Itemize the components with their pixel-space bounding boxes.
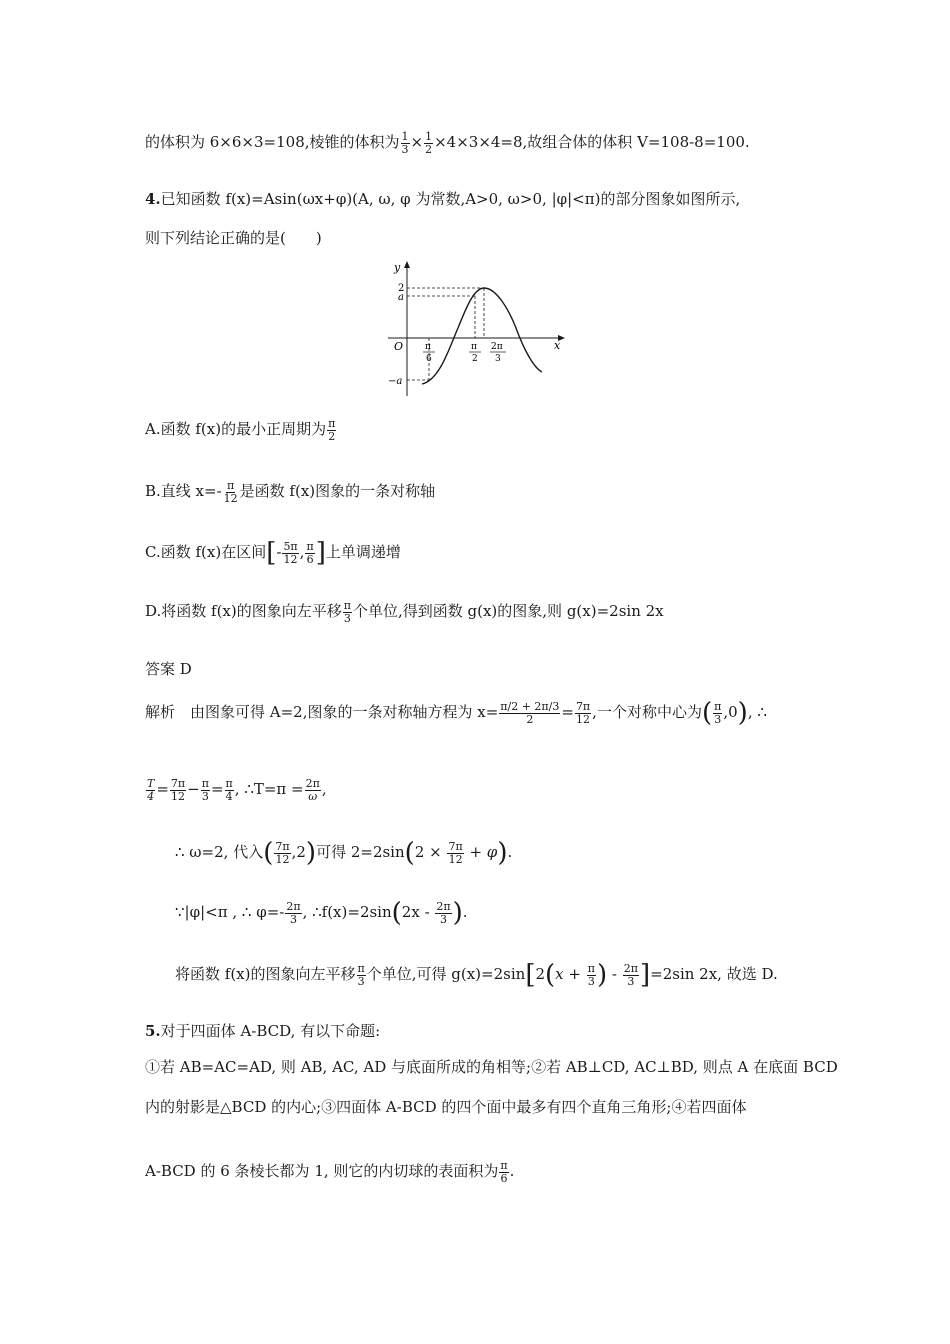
frac-den: 2 bbox=[328, 429, 336, 443]
origin-label: O bbox=[394, 340, 404, 353]
frac-den: 3 bbox=[587, 974, 595, 988]
frac-den: 12 bbox=[223, 491, 238, 505]
top-text-suffix: ×4×3×4=8,故组合体的体积 V=108-8=100. bbox=[434, 133, 750, 152]
frac-den: ω bbox=[308, 789, 318, 803]
frac-num: π bbox=[500, 1159, 508, 1172]
frac-den: 4 bbox=[147, 789, 155, 803]
center-tail: ,0 bbox=[723, 703, 738, 721]
right-paren: ) bbox=[452, 898, 463, 928]
two-pi-over-omega bbox=[305, 778, 321, 802]
x-tick-pi2-num: π bbox=[471, 342, 477, 352]
frac-num: 2π bbox=[286, 899, 301, 913]
answer: 答案 D bbox=[145, 660, 192, 678]
q4-stem-line1 bbox=[145, 190, 740, 208]
frac-den: 2 bbox=[425, 142, 433, 156]
pi-over-6 bbox=[499, 1160, 508, 1184]
option-a-text: A.函数 f(x)的最小正周期为 bbox=[145, 420, 327, 439]
option-c-minus: - bbox=[276, 543, 282, 561]
period: . bbox=[509, 1162, 515, 1181]
frac-den: 12 bbox=[275, 852, 290, 866]
explain-l5-coef: 2 bbox=[535, 965, 546, 983]
frac-den: 3 bbox=[357, 974, 365, 988]
right-paren: ) bbox=[497, 838, 508, 868]
right-paren: ) bbox=[305, 838, 317, 868]
point-tail: ,2 bbox=[291, 843, 306, 861]
y-tick-neg-a: −a bbox=[388, 376, 403, 387]
frac-den: 3 bbox=[714, 712, 722, 726]
frac-num: π/2 + 2π/3 bbox=[500, 699, 560, 713]
explain-line-2 bbox=[145, 778, 327, 802]
explain-l4-mid: , ∴f(x)=2sin bbox=[302, 903, 392, 921]
frac-num: 7π bbox=[575, 699, 591, 713]
explain-l4-inner: 2x - bbox=[401, 903, 435, 921]
frac-num: 2π bbox=[623, 961, 638, 975]
frac-num: π bbox=[714, 699, 722, 713]
period: . bbox=[507, 843, 513, 861]
explain-l2-tail: , ∴T=π = bbox=[234, 780, 304, 799]
right-bracket: ] bbox=[315, 538, 326, 568]
option-d bbox=[145, 600, 664, 624]
top-volume-line bbox=[145, 131, 750, 155]
option-c bbox=[145, 540, 401, 566]
explain-line-3 bbox=[175, 840, 512, 866]
explain-l5-x: x + bbox=[555, 965, 586, 983]
inner-fraction bbox=[435, 901, 451, 925]
x-tick-2pi3-den: 3 bbox=[495, 354, 501, 364]
frac-den: 4 bbox=[225, 789, 233, 803]
right-bracket: ] bbox=[639, 960, 651, 990]
explain-l1-prefix: 解析 由图象可得 A=2,图象的一条对称轴方程为 x= bbox=[145, 703, 499, 721]
y-axis-arrow bbox=[404, 261, 410, 268]
option-d-suffix: 个单位,得到函数 g(x)的图象,则 g(x)=2sin 2x bbox=[352, 602, 664, 621]
frac-num: 7π bbox=[448, 839, 463, 853]
frac-num: 5π bbox=[283, 539, 298, 553]
frac-den: 3 bbox=[289, 912, 297, 926]
frac-num: 1 bbox=[425, 130, 433, 143]
y-tick-a: a bbox=[398, 292, 404, 303]
q5-line-4 bbox=[145, 1160, 514, 1184]
sine-curve bbox=[422, 288, 542, 384]
x-axis-label: x bbox=[554, 339, 561, 352]
option-b-fraction bbox=[223, 480, 239, 504]
fraction-one-half bbox=[424, 131, 433, 155]
point-fraction bbox=[274, 841, 290, 865]
frac-num: T bbox=[147, 777, 155, 790]
frac-num: π bbox=[587, 961, 595, 975]
explain-l3-inner-tail: + φ bbox=[464, 843, 498, 861]
frac-num: 7π bbox=[170, 777, 186, 790]
option-a bbox=[145, 418, 337, 442]
explain-l3-inner: 2 × bbox=[414, 843, 447, 861]
frac-den: 3 bbox=[343, 611, 351, 625]
option-b bbox=[145, 480, 435, 504]
inner-fraction bbox=[447, 841, 463, 865]
x-tick-pi2-den: 2 bbox=[472, 354, 478, 364]
left-bracket: [ bbox=[266, 538, 277, 568]
q5-line4-prefix: A-BCD 的 6 条棱长都为 1, 则它的内切球的表面积为 bbox=[145, 1162, 499, 1181]
explain-l4-prefix: ∵|φ|<π , ∴ φ=- bbox=[175, 903, 285, 921]
explain-line-1 bbox=[145, 700, 767, 726]
inner-fraction bbox=[587, 963, 596, 987]
option-c-fraction-2 bbox=[305, 541, 314, 565]
left-paren: ( bbox=[404, 838, 415, 868]
equals: = bbox=[210, 780, 224, 799]
option-d-prefix: D.将函数 f(x)的图象向左平移 bbox=[145, 602, 342, 621]
q5-stem-text: 对于四面体 A-BCD, 有以下命题: bbox=[160, 1022, 381, 1040]
explain-l5-prefix: 将函数 f(x)的图象向左平移 bbox=[175, 965, 356, 983]
option-b-prefix: B.直线 x=- bbox=[145, 482, 222, 501]
right-paren: ) bbox=[596, 960, 608, 990]
q5-line-3: 内的射影是△BCD 的内心;③四面体 A-BCD 的四个面中最多有四个直角三角形;④若四面体 bbox=[145, 1098, 747, 1116]
q4-number: 4. bbox=[145, 190, 161, 208]
left-paren: ( bbox=[545, 960, 556, 990]
frac-num: 2π bbox=[305, 777, 320, 790]
frac-num: π bbox=[225, 777, 233, 790]
y-tick-2: 2 bbox=[398, 283, 405, 294]
x-tick-pi6-num: π bbox=[425, 342, 431, 352]
dashed-guides bbox=[407, 288, 484, 380]
frac-den: 6 bbox=[500, 1171, 508, 1185]
explain-line-4 bbox=[175, 900, 468, 926]
option-b-suffix: 是函数 f(x)图象的一条对称轴 bbox=[239, 482, 436, 501]
option-c-fraction-1 bbox=[282, 541, 298, 565]
q5-line-2: ①若 AB=AC=AD, 则 AB, AC, AD 与底面所成的角相等;②若 AB⊥CD, AC⊥BD, 则点 A 在底面 BCD bbox=[145, 1058, 838, 1076]
q4-stem-line2: 则下列结论正确的是( ) bbox=[145, 229, 322, 247]
frac-num: π bbox=[357, 961, 365, 975]
explain-l5-end: =2sin 2x, 故选 D. bbox=[650, 965, 778, 983]
y-axis-label: y bbox=[394, 261, 401, 274]
explain-l3-prefix: ∴ ω=2, 代入 bbox=[175, 843, 264, 861]
pi-over-3 bbox=[201, 778, 210, 802]
axis-fraction bbox=[499, 701, 560, 725]
option-c-prefix: C.函数 f(x)在区间 bbox=[145, 543, 267, 561]
times-sign: × bbox=[410, 133, 424, 152]
t-over-4 bbox=[146, 778, 155, 802]
frac-den: 3 bbox=[440, 912, 448, 926]
minus: − bbox=[187, 780, 200, 799]
explain-l1-mid: ,一个对称中心为 bbox=[592, 703, 702, 721]
q5-stem bbox=[145, 1022, 380, 1040]
explain-l5-mid: 个单位,可得 g(x)=2sin bbox=[366, 965, 526, 983]
center-fraction bbox=[713, 701, 722, 725]
left-paren: ( bbox=[391, 898, 402, 928]
frac-num: π bbox=[343, 599, 351, 612]
frac-num: 2π bbox=[436, 899, 451, 913]
seven-pi-twelve-2 bbox=[170, 778, 186, 802]
frac-num: π bbox=[201, 777, 209, 790]
option-c-comma: , bbox=[299, 543, 305, 561]
seven-pi-twelve bbox=[575, 701, 591, 725]
phi-fraction bbox=[285, 901, 301, 925]
pi-over-4 bbox=[225, 778, 234, 802]
left-paren: ( bbox=[701, 698, 713, 728]
fraction-one-third bbox=[401, 131, 410, 155]
left-bracket: [ bbox=[525, 960, 536, 990]
option-c-suffix: 上单调递增 bbox=[325, 543, 401, 561]
frac-den: 3 bbox=[627, 974, 635, 988]
explain-l1-end: , ∴ bbox=[747, 703, 767, 721]
top-text-prefix: 的体积为 6×6×3=108,棱锥的体积为 bbox=[145, 133, 400, 152]
shift-fraction bbox=[357, 963, 366, 987]
q5-number: 5. bbox=[145, 1022, 161, 1040]
explain-line-5 bbox=[175, 962, 778, 988]
frac-num: π bbox=[306, 539, 314, 553]
option-d-fraction bbox=[343, 600, 352, 624]
option-a-fraction bbox=[327, 418, 336, 442]
equals: = bbox=[561, 703, 574, 721]
frac-num: π bbox=[227, 479, 235, 492]
frac-den: 12 bbox=[576, 712, 591, 726]
left-paren: ( bbox=[263, 838, 274, 868]
frac-num: 7π bbox=[275, 839, 290, 853]
x-tick-2pi3-num: 2π bbox=[491, 342, 503, 352]
right-paren: ) bbox=[737, 698, 748, 728]
explain-l3-mid: 可得 2=2sin bbox=[316, 843, 405, 861]
frac-den: 6 bbox=[306, 552, 314, 566]
period: . bbox=[462, 903, 468, 921]
explain-l2-end: , bbox=[321, 780, 327, 799]
frac-den: 2 bbox=[526, 712, 534, 726]
q4-stem-text: 已知函数 f(x)=Asin(ωx+φ)(A, ω, φ 为常数,A>0, ω>0, |φ|<π)的部分图象如图所示, bbox=[160, 190, 741, 208]
frac-den: 12 bbox=[171, 789, 186, 803]
frac-num: 1 bbox=[401, 130, 409, 143]
x-tick-pi6-den: 6 bbox=[426, 354, 432, 364]
inner-fraction-2 bbox=[623, 963, 639, 987]
frac-den: 3 bbox=[201, 789, 209, 803]
equals: = bbox=[156, 780, 169, 799]
frac-num: π bbox=[328, 417, 336, 430]
sine-graph-figure bbox=[380, 258, 570, 398]
frac-den: 12 bbox=[448, 852, 463, 866]
frac-den: 3 bbox=[401, 142, 409, 156]
frac-den: 12 bbox=[283, 552, 298, 566]
minus: - bbox=[607, 965, 622, 983]
